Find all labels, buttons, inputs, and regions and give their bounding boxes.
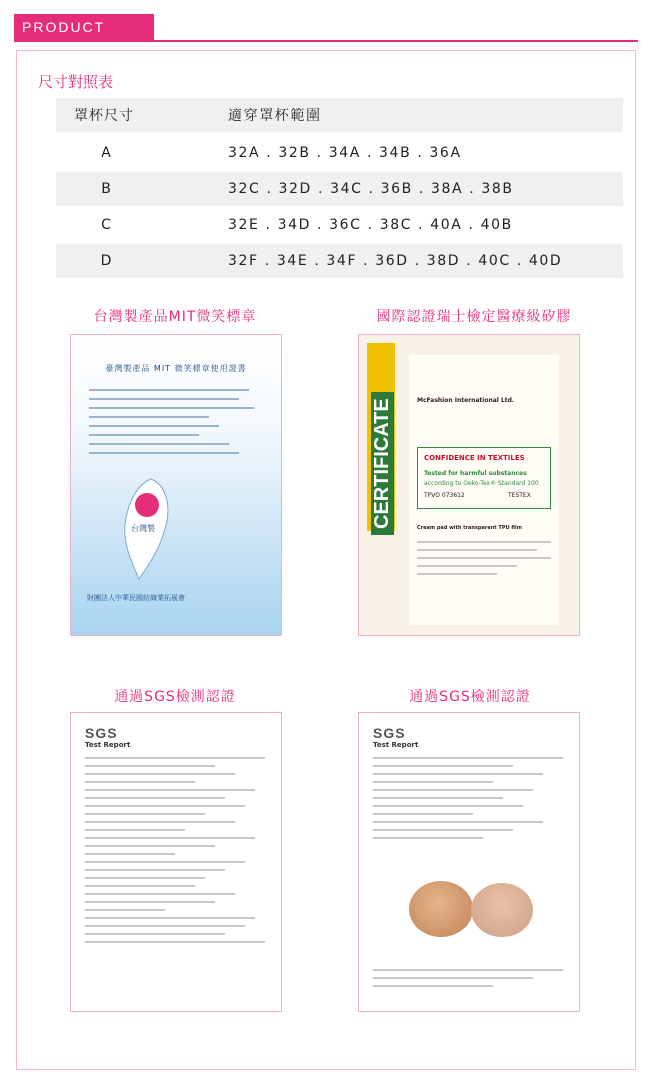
sgs-report-2-image (358, 712, 580, 1012)
size-table-header (56, 98, 623, 132)
mit-footer: 財團法人中華民國紡織業拓展會 (87, 594, 185, 602)
sgs-cert-title-2: 通過SGS檢測認證 (409, 689, 531, 705)
col-range-header: 適穿罩杯範圍 (228, 108, 322, 124)
sgs-logo: SGS (373, 725, 406, 741)
cert-company: McFashion International Ltd. (417, 397, 515, 404)
cup-size: C (101, 217, 111, 233)
cup-range: 32F . 34E . 34F . 36D . 38D . 40C . 40D (228, 253, 563, 269)
cup-size: A (101, 145, 111, 161)
certificate-paper (409, 355, 559, 625)
cup-range: 32E . 34D . 36C . 38C . 40A . 40B (228, 217, 513, 233)
certificate-word: CERTIFICATE (371, 392, 394, 535)
silicone-pad-image (409, 881, 473, 937)
cup-size: D (100, 253, 112, 269)
sgs-text-lines (373, 757, 563, 845)
size-row (56, 208, 623, 242)
size-row (56, 244, 623, 278)
tested-label: Tested for harmful substances (424, 470, 527, 477)
cup-range: 32A . 32B . 34A . 34B . 36A (228, 145, 462, 161)
sgs-report-1-image (70, 712, 282, 1012)
product-info-tab: PRODUCT INFO. (14, 14, 154, 40)
sgs-footer-lines (373, 969, 563, 993)
size-row (56, 172, 623, 206)
cert-text-lines (417, 541, 551, 581)
tpvo-label: TPVO 073612 (424, 492, 465, 499)
standard-label: according to Oeko-Tex® Standard 100 (424, 480, 539, 487)
sgs-cert-title-1: 通過SGS檢測認證 (114, 689, 236, 705)
mit-text-lines (89, 389, 259, 461)
size-row (56, 136, 623, 170)
col-cup-header: 罩杯尺寸 (74, 108, 134, 124)
cert-product: Cream pad with transparent TPU film (417, 525, 522, 531)
sgs-text-lines (85, 757, 265, 949)
mit-heading: 臺灣製產品 MIT 微笑標章使用證書 (105, 364, 247, 373)
mit-label: 台灣製 (131, 524, 155, 533)
mit-certificate-image (70, 334, 282, 636)
confidence-box (417, 447, 551, 509)
sgs-report-label: Test Report (85, 741, 131, 749)
mit-cert-title: 台灣製產品MIT微笑標章 (93, 309, 257, 325)
cup-range: 32C . 32D . 34C . 36B . 38A . 38B (228, 181, 514, 197)
size-table (56, 98, 623, 278)
testex-label: TESTEX (508, 492, 531, 499)
silicone-pad-image (471, 883, 533, 937)
size-chart-title: 尺寸對照表 (38, 73, 114, 91)
header-divider (14, 40, 638, 42)
confidence-label: CONFIDENCE IN TEXTILES (424, 454, 525, 462)
oeko-tex-certificate-image (358, 334, 580, 636)
swiss-cert-title: 國際認證瑞士檢定醫療級矽膠 (376, 309, 572, 325)
sgs-logo: SGS (85, 725, 118, 741)
cup-size: B (101, 181, 111, 197)
sgs-report-label: Test Report (373, 741, 419, 749)
